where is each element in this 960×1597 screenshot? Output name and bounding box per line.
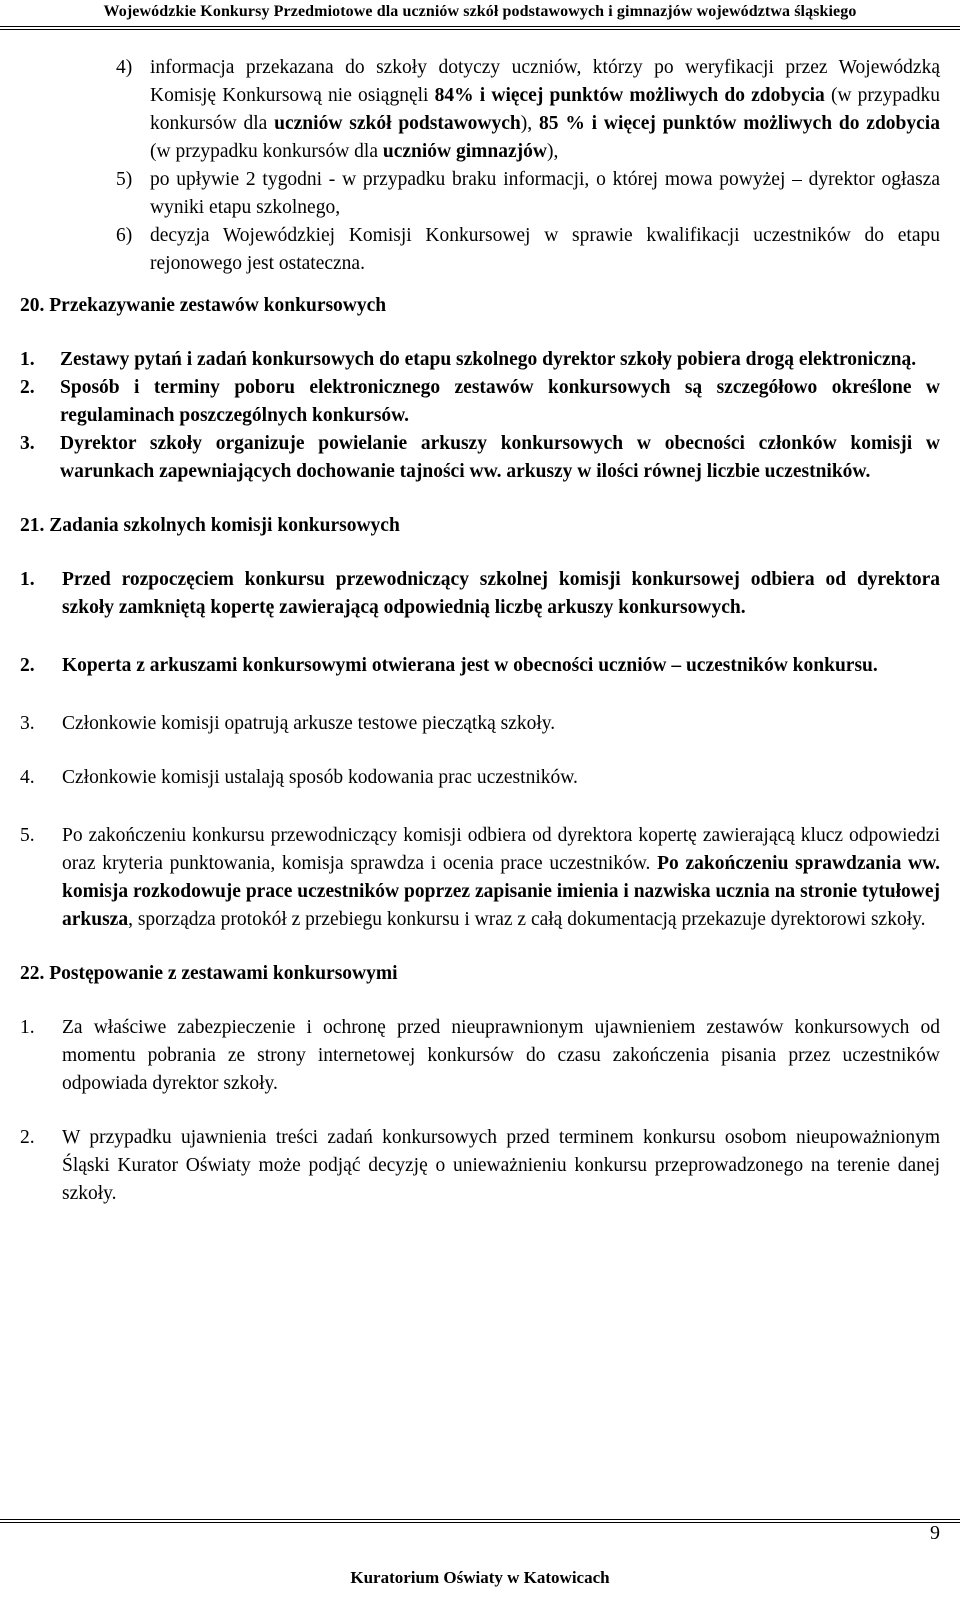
list-text: po upływie 2 tygodni - w przypadku braku informacji, o której mowa powyżej – dyrektor ogłasza wyniki etapu szkolnego, [150, 169, 940, 218]
list-text: W przypadku ujawnienia treści zadań konkursowych przed terminem konkursu osobom nieupoważnionym Śląski Kurator Oświaty może podjąć decyzję o unieważnieniu konkursu przeprowadzonego na terenie danej szkoły. [62, 1127, 940, 1204]
list-number: 2. [20, 377, 35, 398]
section-21-item-3 [20, 710, 940, 738]
text-run-bold: Po zakończeniu sprawdzania ww. komisja rozkodowuje prace uczestników poprzez zapisanie imienia i nazwiska ucznia na stronie tytułowej arkusza [62, 853, 940, 930]
list-text: Członkowie komisji ustalają sposób kodowania prac uczestników. [62, 767, 578, 788]
list-number: 4. [20, 767, 35, 788]
section-22-title: 22. Postępowanie z zestawami konkursowymi [20, 963, 398, 984]
text-run: Po zakończeniu konkursu przewodniczący komisji odbiera od dyrektora kopertę zawierającą klucz odpowiedzi oraz kryteria punktowania, komisja sprawdza i ocenia prace uczestników. [62, 825, 940, 874]
section-21-title: 21. Zadania szkolnych komisji konkursowych [20, 515, 400, 536]
page-header: Wojewódzkie Konkursy Przedmiotowe dla uczniów szkół podstawowych i gimnazjów województwa śląskiego [103, 3, 857, 20]
list-number: 5. [20, 825, 35, 846]
list-number: 1. [20, 349, 35, 370]
text-run: (w przypadku konkursów dla [150, 141, 383, 162]
footer-rule [0, 1519, 960, 1520]
list-number: 3. [20, 713, 35, 734]
text-run-bold: 84% i więcej punktów możliwych do zdobycia [434, 85, 825, 106]
section-20-item-1 [20, 346, 940, 374]
text-run-bold: uczniów szkół podstawowych [274, 113, 521, 134]
text-run: , sporządza protokół z przebiegu konkursu i wraz z całą dokumentacją przekazuje dyrektorowi szkoły. [128, 909, 926, 930]
list-number: 4) [116, 57, 133, 78]
text-run-bold: uczniów gimnazjów [382, 141, 547, 162]
list-number: 5) [116, 169, 133, 190]
list-text: Dyrektor szkoły organizuje powielanie arkuszy konkursowych w obecności członków komisji w warunkach zapewniających dochowanie tajności ww. arkuszy w ilości równej liczbie uczestników. [60, 433, 940, 482]
list-text: Koperta z arkuszami konkursowymi otwierana jest w obecności uczniów – uczestników konkursu. [62, 655, 878, 676]
list-number: 6) [116, 225, 133, 246]
text-run: informacja przekazana do szkoły dotyczy uczniów, którzy po weryfikacji przez Wojewódzką Komisję Konkursową nie osiągnęli [150, 57, 940, 106]
document-body [20, 54, 940, 1208]
section-21-item-4 [20, 764, 940, 792]
text-run: (w przypadku konkursów dla [150, 85, 940, 134]
list-text: Przed rozpoczęciem konkursu przewodniczący szkolnej komisji konkursowej odbiera od dyrektora szkoły zamkniętą kopertę zawierającą odpowiednią liczbę arkuszy konkursowych. [62, 569, 940, 618]
list-text: Członkowie komisji opatrują arkusze testowe pieczątką szkoły. [62, 713, 556, 734]
list-item-5 [20, 166, 940, 222]
section-22-item-2 [20, 1124, 940, 1208]
section-21-item-1 [20, 566, 940, 622]
text-run: ), [520, 113, 539, 134]
list-item-4 [20, 54, 940, 166]
header-rule [0, 26, 960, 27]
section-20-item-2 [20, 374, 940, 430]
list-text: Za właściwe zabezpieczenie i ochronę przed nieuprawnionym ujawnieniem zestawów konkursowych od momentu pobrania ze strony internetowej konkursów do czasu zakończenia pisania przez uczestników odpowiada dyrektor szkoły. [62, 1017, 940, 1094]
list-number: 2. [20, 655, 35, 676]
text-run-bold: 85 % i więcej punktów możliwych do zdobycia [538, 113, 940, 134]
header-rule-secondary [0, 29, 960, 30]
section-21-item-5 [20, 822, 940, 934]
list-number: 3. [20, 433, 35, 454]
list-text: Zestawy pytań i zadań konkursowych do etapu szkolnego dyrektor szkoły pobiera drogą elektroniczną. [60, 349, 917, 370]
footer-rule-secondary [0, 1522, 960, 1523]
list-number: 1. [20, 569, 35, 590]
section-20-item-3 [20, 430, 940, 486]
section-20-title: 20. Przekazywanie zestawów konkursowych [20, 295, 387, 316]
list-text: decyzja Wojewódzkiej Komisji Konkursowej w sprawie kwalifikacji uczestników do etapu rejonowego jest ostateczna. [150, 225, 940, 274]
list-text: Sposób i terminy poboru elektronicznego zestawów konkursowych są szczegółowo określone w regulaminach poszczególnych konkursów. [60, 377, 940, 426]
page-footer: Kuratorium Oświaty w Katowicach [350, 1568, 610, 1587]
text-run: ), [547, 141, 559, 162]
list-number: 2. [20, 1127, 35, 1148]
list-item-6 [20, 222, 940, 278]
page-number: 9 [930, 1522, 940, 1544]
section-22-item-1 [20, 1014, 940, 1098]
list-number: 1. [20, 1017, 35, 1038]
section-21-item-2 [20, 652, 940, 680]
